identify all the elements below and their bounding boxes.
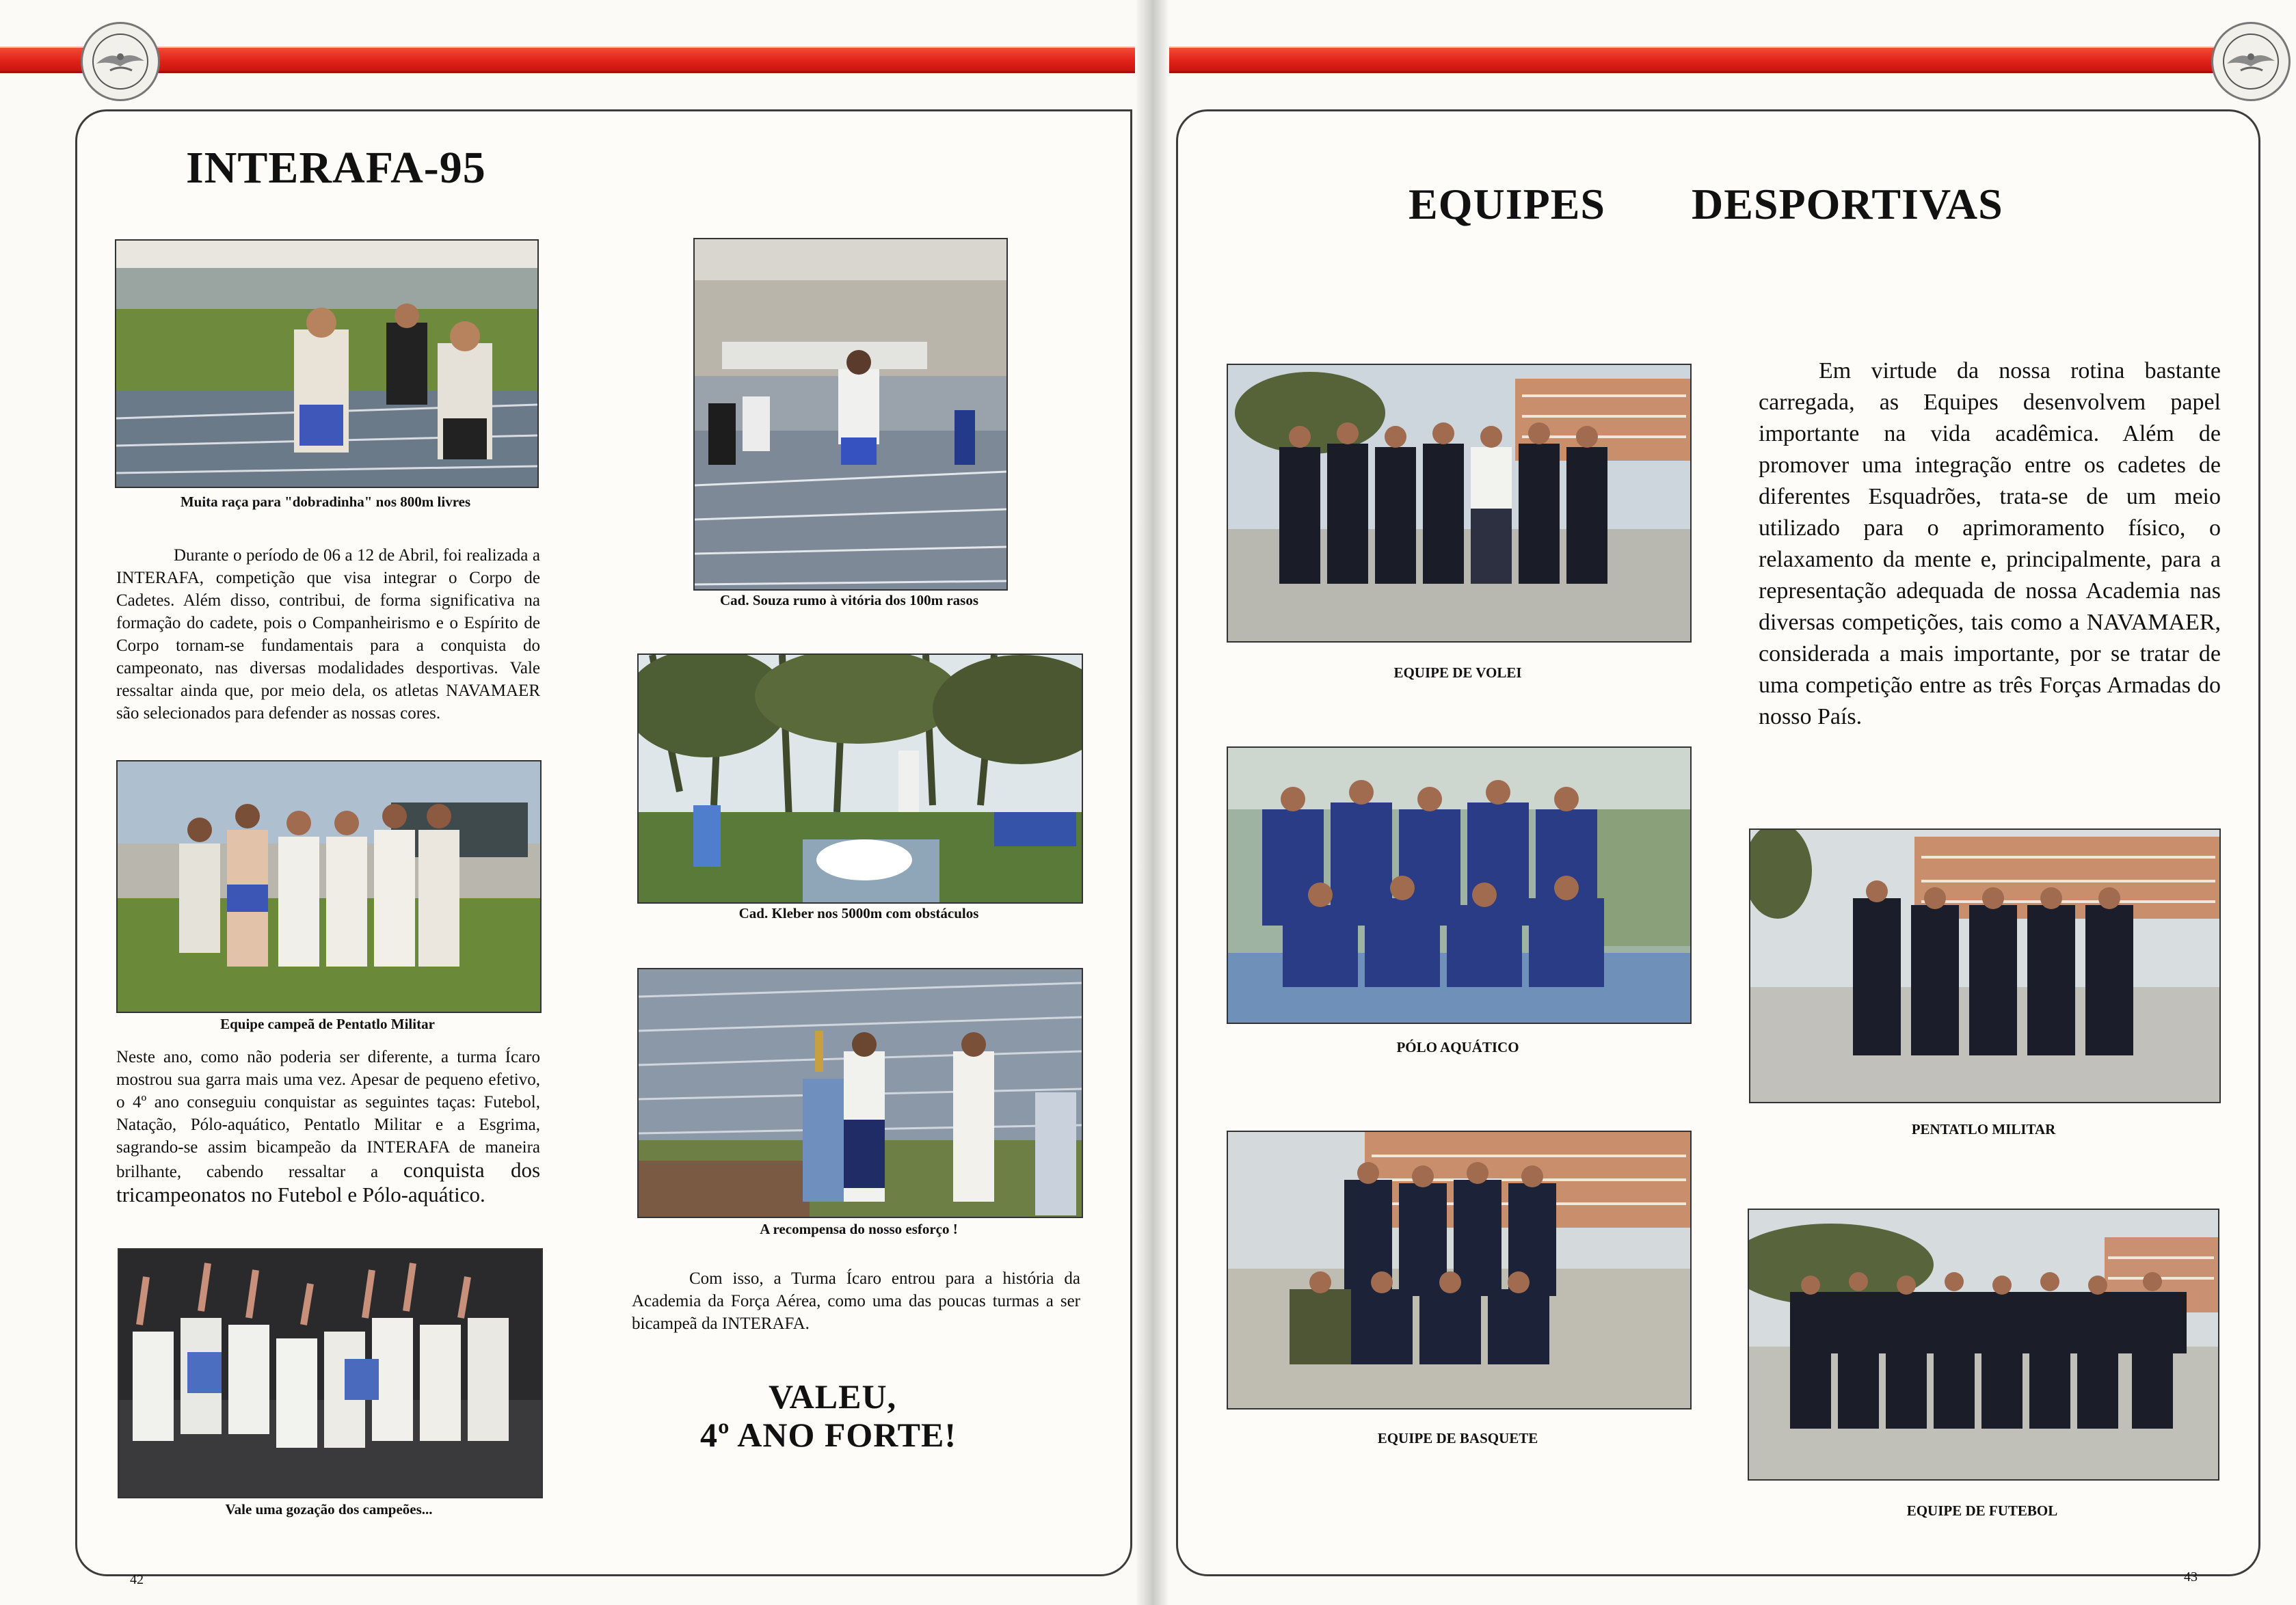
title-equipes: EQUIPES bbox=[1409, 180, 1605, 228]
right-page bbox=[1151, 0, 2296, 1605]
caption-800m: Muita raça para "dobradinha" nos 800m livres bbox=[180, 494, 471, 510]
paragraph-turma-icaro: Com isso, a Turma Ícaro entrou para a história da Academia da Força Aérea, como uma das poucas turmas a ser bicampeã da INTERAFA. bbox=[632, 1269, 1080, 1333]
photo-celebration bbox=[118, 1248, 543, 1498]
page-title: INTERAFA-95 bbox=[186, 143, 486, 193]
caption-basquete: EQUIPE DE BASQUETE bbox=[1377, 1430, 1538, 1446]
photo-polo-team bbox=[1227, 746, 1692, 1024]
paragraph-results-highlight: conquista dos tricampeonatos no Futebol e Pólo-aquático. bbox=[116, 1158, 541, 1206]
page-number-right: 43 bbox=[2184, 1569, 2198, 1584]
left-red-banner bbox=[0, 46, 1135, 73]
caption-pentatlo-left: Equipe campeã de Pentatlo Militar bbox=[220, 1016, 435, 1032]
photo-100m-sprint bbox=[693, 238, 1008, 591]
photo-steeplechase bbox=[637, 653, 1083, 904]
academy-emblem-icon bbox=[81, 22, 160, 101]
slogan-line1: VALEU, bbox=[769, 1377, 897, 1416]
right-red-banner bbox=[1169, 46, 2215, 73]
paragraph-interafa-intro: Durante o período de 06 a 12 de Abril, foi realizada a INTERAFA, competição que visa integrar o Corpo de Cadetes. Além disso, contribui, de forma significativa na formação do cadete, pois o Companheirismo e o Espírito de Corpo tornam-se fundamentais para a conquista do campeonato, nas diversas modalidades desportivas. Vale ressaltar ainda que, por meio dela, os atletas NAVAMAER são selecionados para defender as nossas cores. bbox=[116, 546, 540, 723]
photo-pentatlo-team bbox=[116, 760, 542, 1013]
slogan-line2: 4º ANO FORTE! bbox=[700, 1416, 957, 1454]
page-number-left: 42 bbox=[130, 1572, 144, 1587]
photo-pentatlo-militar bbox=[1749, 828, 2221, 1103]
caption-volei: EQUIPE DE VOLEI bbox=[1393, 664, 1522, 681]
academy-emblem-icon bbox=[2211, 22, 2291, 101]
caption-polo: PÓLO AQUÁTICO bbox=[1396, 1039, 1519, 1055]
title-desportivas: DESPORTIVAS bbox=[1692, 180, 2003, 228]
paragraph-results-text: Neste ano, como não poderia ser diferente, a turma Ícaro mostrou sua garra mais uma vez. Apesar de pequeno efetivo, o 4º ano conseguiu conquistar as seguintes taças: Futebol, Natação, Pólo-aquático, Pentatlo Militar e a Esgrima, sagrando-se assim bicampeão da INTERAFA de maneira brilhante, cabendo ressaltar a bbox=[116, 1048, 540, 1181]
caption-celebration: Vale uma gozação dos campeões... bbox=[225, 1501, 433, 1518]
photo-basquete-team bbox=[1227, 1131, 1692, 1410]
caption-steeplechase: Cad. Kleber nos 5000m com obstáculos bbox=[738, 905, 979, 921]
photo-volei-team bbox=[1227, 364, 1692, 643]
caption-trophy: A recompensa do nosso esforço ! bbox=[760, 1221, 958, 1237]
book-gutter bbox=[1135, 0, 1169, 1605]
caption-pentatlo-militar: PENTATLO MILITAR bbox=[1911, 1121, 2056, 1137]
caption-100m: Cad. Souza rumo à vitória dos 100m rasos bbox=[719, 592, 978, 608]
photo-trophy bbox=[637, 968, 1083, 1218]
paragraph-interafa-results bbox=[116, 1046, 540, 1208]
photo-800m-race bbox=[115, 239, 539, 488]
paragraph-equipes: Em virtude da nossa rotina bastante carregada, as Equipes desenvolvem papel importante na vida acadêmica. Além de promover uma integração entre os cadetes de diferentes Esquadrões, trata-se de um meio utilizado para o aprimoramento físico, o relaxamento da mente e, principalmente, para a representação adequada de nossa Academia nas diversas competições, tais como a NAVAMAER, considerada a mais importante, por se tratar de uma competição entre as três Forças Armadas do nosso País. bbox=[1759, 358, 2221, 729]
photo-futebol-team bbox=[1748, 1209, 2219, 1481]
caption-futebol: EQUIPE DE FUTEBOL bbox=[1906, 1502, 2058, 1519]
